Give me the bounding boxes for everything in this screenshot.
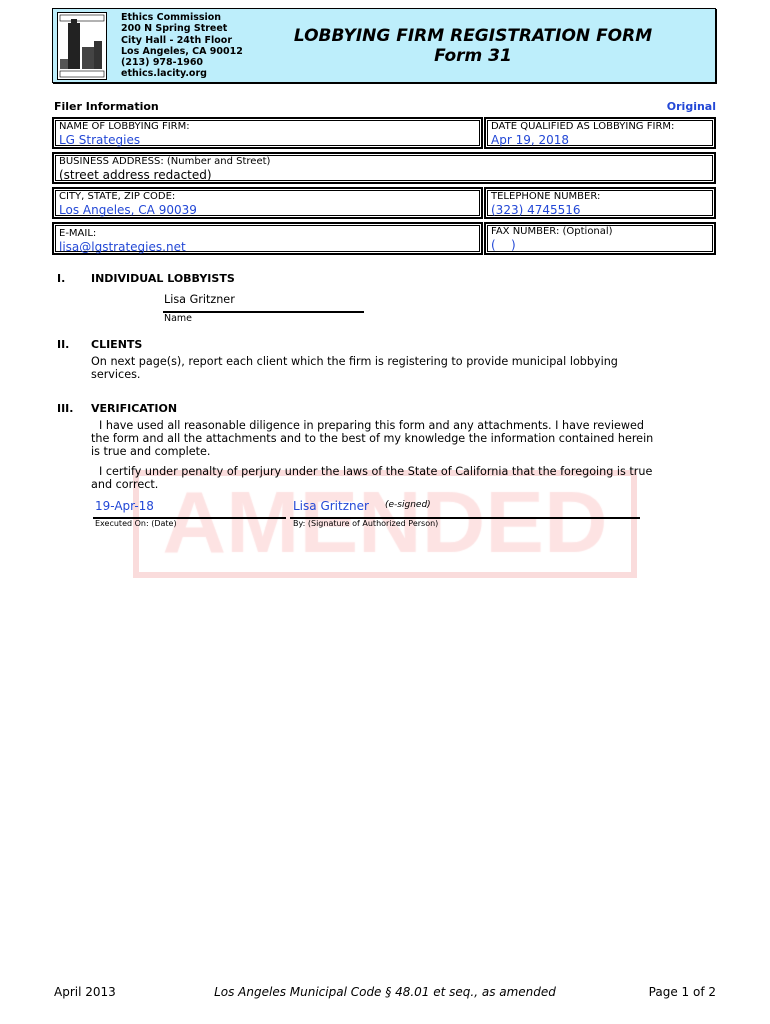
filer-heading: Filer Information: [54, 100, 159, 113]
business-address-field: BUSINESS ADDRESS: (Number and Street) (street address redacted): [52, 152, 716, 184]
section-clients-title: CLIENTS: [91, 338, 143, 351]
telephone-field: TELEPHONE NUMBER: (323) 4745516: [484, 187, 716, 219]
section-verification-title: VERIFICATION: [91, 402, 178, 415]
date-label: Executed On: (Date): [95, 519, 177, 528]
verification-body: [91, 419, 656, 491]
form-number: Form 31: [434, 46, 512, 66]
email-field: E-MAIL: lisa@lgstrategies.net: [52, 222, 483, 255]
verification-text-1: I have used all reasonable diligence in preparing this form and any attachments. I have reviewed the form and all the attachments and to the best of my knowledge the information contained herein is true and complete.: [91, 419, 654, 458]
executed-date: 19-Apr-18: [95, 499, 154, 513]
form-title: LOBBYING FIRM REGISTRATION FORM: [293, 26, 653, 46]
signer-name: Lisa Gritzner: [293, 499, 369, 513]
fax-field: FAX NUMBER: (Optional) ( ): [484, 222, 716, 255]
header-banner: [52, 8, 716, 83]
footer-code: Los Angeles Municipal Code § 48.01 et seq., as amended: [214, 985, 556, 999]
clients-text: On next page(s), report each client which the firm is registering to provide municipal lobbying services.: [91, 355, 618, 381]
filing-status: Original: [666, 100, 716, 113]
footer-date: April 2013: [54, 985, 116, 999]
section-lobbyists-title: INDIVIDUAL LOBBYISTS: [91, 272, 235, 285]
footer-page: Page 1 of 2: [648, 985, 716, 999]
commission-address: Ethics Commission 200 N Spring Street City Hall - 24th Floor Los Angeles, CA 90012 (213) 978-1960 ethics.lacity.org: [121, 12, 243, 80]
date-qualified-field: DATE QUALIFIED AS LOBBYING FIRM: Apr 19, 2018: [484, 117, 716, 149]
e-signed-note: (e-signed): [385, 500, 431, 510]
city-field: CITY, STATE, ZIP CODE: Los Angeles, CA 90039: [52, 187, 483, 219]
ethics-commission-logo: [57, 12, 107, 80]
signature-label: By: (Signature of Authorized Person): [293, 519, 439, 528]
name-line: [163, 311, 364, 313]
firm-name-field: NAME OF LOBBYING FIRM: LG Strategies: [52, 117, 483, 149]
lobbyist-name: Lisa Gritzner: [164, 293, 235, 306]
verification-text-2: I certify under penalty of perjury under the laws of the State of California that the foregoing is true and correct.: [91, 465, 653, 491]
form-page: Ethics Commission 200 N Spring Street City Hall - 24th Floor Los Angeles, CA 90012 (213) 978-1960 ethics.lacity.org LOBBYING FIRM REGISTRATION FORM Form 31 Filer Information Original NAME OF LOBBYING FIRM: LG Strategies DATE QUALIFIED AS LOBBYING FIRM: Apr 19, 2018 BUSINESS ADDRESS: (Number and Street) (street address redacted) CITY, STATE, ZIP CODE: Los Angeles, CA 90039 TELEPHONE NUMBER: (323) 4745516 E-MAIL: lisa@lgstrategies.net FAX NUMBER: (Optional) ( ) I. INDIVIDUAL LOBBYISTS Lisa Gritzner Name II. CLIENTS On next page(s), report each client which the firm is registering to provide municipal lobbying services. III. VERIFICATION I have used all reasonable diligence in preparing this form and any attachments. I have reviewed the form and all the attachments and to the best of my knowledge the information contained herein is true and complete. I certify under penalty of perjury under the laws of the State of California that the foregoing is true and correct. 19-Apr-18 Lisa Gritzner (e-signed) Executed On: (Date) By: (Signature of Authorized Person) April 2013 Los Angeles Municipal Code § 48.01 et seq., as amended Page 1 of 2: [0, 0, 770, 1024]
